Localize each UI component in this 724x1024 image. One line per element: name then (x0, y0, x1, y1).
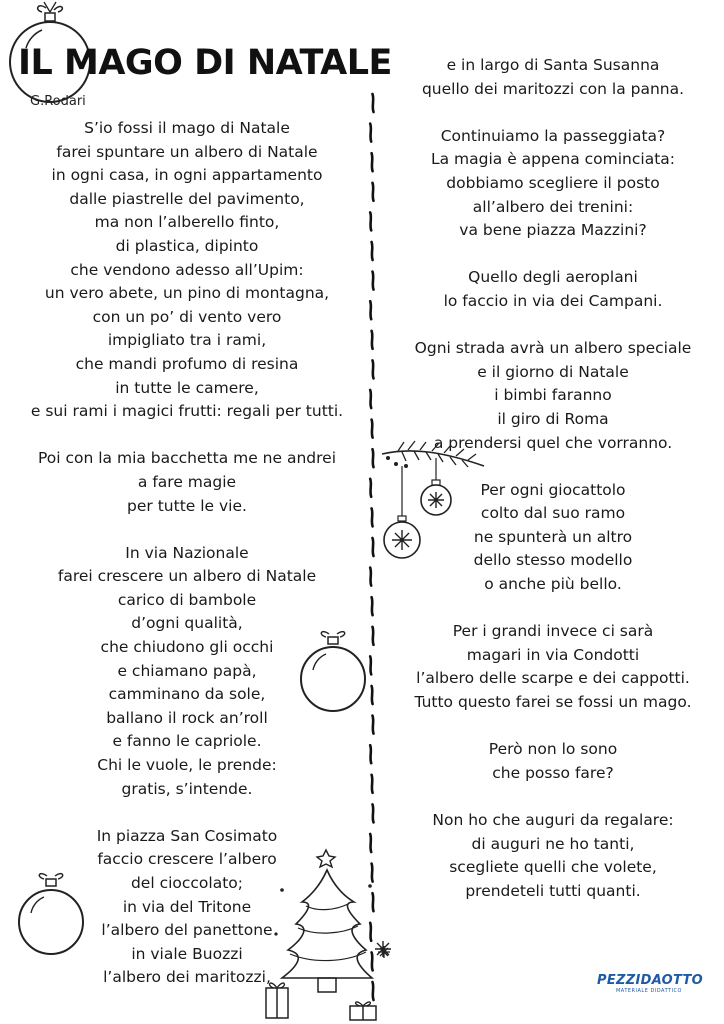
poem-line: in tutte le camere, (115, 378, 259, 397)
poem-line: e in largo di Santa Susanna (446, 56, 660, 74)
stanza (400, 620, 706, 714)
poem-line: in via del Tritone (122, 897, 252, 916)
stanza (400, 738, 706, 785)
poem-line: i bimbi faranno (494, 386, 612, 405)
poem-line: Continuiamo la passeggiata? (440, 126, 666, 145)
stanza (22, 447, 352, 518)
poem-line: farei spuntare un albero di Natale (56, 142, 318, 161)
poem-line: magari in via Condotti (466, 645, 640, 664)
poem-line: Tutto questo farei se fossi un mago. (414, 693, 692, 712)
pine-branch-icon (378, 436, 490, 574)
author-name: G.Rodari (30, 94, 86, 109)
gift-box-icon (262, 976, 296, 1022)
stanza (22, 117, 352, 424)
gift-box-icon (346, 998, 380, 1022)
poem-line: quello dei maritozzi con la panna. (421, 79, 685, 98)
poem-line: scegliete quelli che volete, (449, 858, 657, 877)
poem-line: per tutte le vie. (127, 496, 247, 515)
publisher-logo (597, 973, 701, 995)
poem-line: Non ho che auguri da regalare: (432, 811, 674, 829)
poem-line: va bene piazza Mazzini? (459, 221, 647, 240)
poem-line: e il giorno di Natale (477, 362, 629, 381)
poem-line: l’albero del panettone (101, 921, 273, 940)
poem-line: o anche più bello. (484, 575, 622, 594)
poem-line: In piazza San Cosimato (96, 826, 278, 845)
poem-line: S’io fossi il mago di Natale (84, 119, 290, 137)
poem-line: gratis, s’intende. (121, 779, 253, 798)
poem-line: faccio crescere l’albero (97, 850, 277, 869)
stanza (400, 809, 706, 903)
poem-line: colto dal suo ramo (480, 504, 626, 523)
poem-line: a prendersi quel che vorranno. (433, 433, 673, 452)
poem-line: in ogni casa, in ogni appartamento (51, 166, 323, 185)
poem-line: di plastica, dipinto (115, 236, 259, 255)
poem-line: che posso fare? (492, 763, 614, 782)
poem-line: Quello degli aeroplani (468, 268, 638, 287)
logo-name: PEZZIDAOTTO (597, 973, 703, 988)
poem-line: dalle piastrelle del pavimento, (69, 189, 305, 208)
poem-line: con un po’ di vento vero (92, 307, 282, 326)
poem-line: carico di bambole (117, 590, 257, 609)
ornament-icon (14, 868, 88, 960)
poem-line: Per i grandi invece ci sarà (452, 622, 654, 641)
poem-line: lo faccio in via dei Campani. (443, 291, 663, 310)
poem-line: in viale Buozzi (131, 944, 243, 963)
poem-line: dello stesso modello (473, 551, 633, 570)
logo-tagline: MATERIALE DIDATTICO (615, 988, 682, 994)
poem-line: Per ogni giocattolo (480, 480, 626, 499)
poem-line: prendeteli tutti quanti. (465, 881, 641, 900)
snowflake-icon (374, 940, 392, 958)
poem-line: Chi le vuole, le prende: (97, 756, 277, 775)
poem-line: dobbiamo scegliere il posto (446, 173, 660, 192)
poem-line: a fare magie (137, 472, 237, 491)
poem-line: che chiudono gli occhi (100, 638, 274, 657)
poem-line: e chiamano papà, (117, 661, 257, 680)
poem-line: e sui rami i magici frutti: regali per tutti. (30, 402, 344, 421)
poem-line: l’albero dei maritozzi, (103, 968, 271, 987)
poem-line: farei crescere un albero di Natale (57, 567, 317, 586)
poem-line: ballano il rock an’roll (106, 708, 268, 727)
stanza (400, 266, 706, 313)
poem-line: Ogni strada avrà un albero speciale (414, 339, 692, 358)
stanza (400, 54, 706, 101)
poem-line: Però non lo sono (488, 740, 618, 759)
poem-line: l’albero delle scarpe e dei cappotti. (416, 669, 690, 688)
poem-line: un vero abete, un pino di montagna, (44, 284, 330, 303)
poem-line: che vendono adesso all’Upim: (70, 260, 304, 279)
poem-line: camminano da sole, (108, 685, 266, 704)
poem-line: di auguri ne ho tanti, (471, 834, 635, 853)
poem-line: Poi con la mia bacchetta me ne andrei (37, 449, 337, 468)
poem-line: del cioccolato; (130, 874, 244, 892)
poem-line: all’albero dei trenini: (472, 197, 634, 216)
poem-line: che mandi profumo di resina (75, 354, 299, 373)
poem-line: d’ogni qualità, (131, 614, 243, 633)
poem-line: La magia è appena cominciata: (430, 150, 675, 169)
poem-line: ma non l’alberello finto, (94, 213, 280, 232)
stanza (400, 125, 706, 243)
poem-line: In via Nazionale (125, 543, 249, 562)
poem-line: impigliato tra i rami, (107, 331, 267, 350)
poem-line: ne spunterà un altro (473, 527, 633, 546)
poem-line: il giro di Roma (497, 409, 609, 428)
poem-title: IL MAGO DI NATALE (18, 43, 392, 83)
poem-line: e fanno le capriole. (112, 732, 262, 751)
ornament-icon (296, 626, 370, 718)
